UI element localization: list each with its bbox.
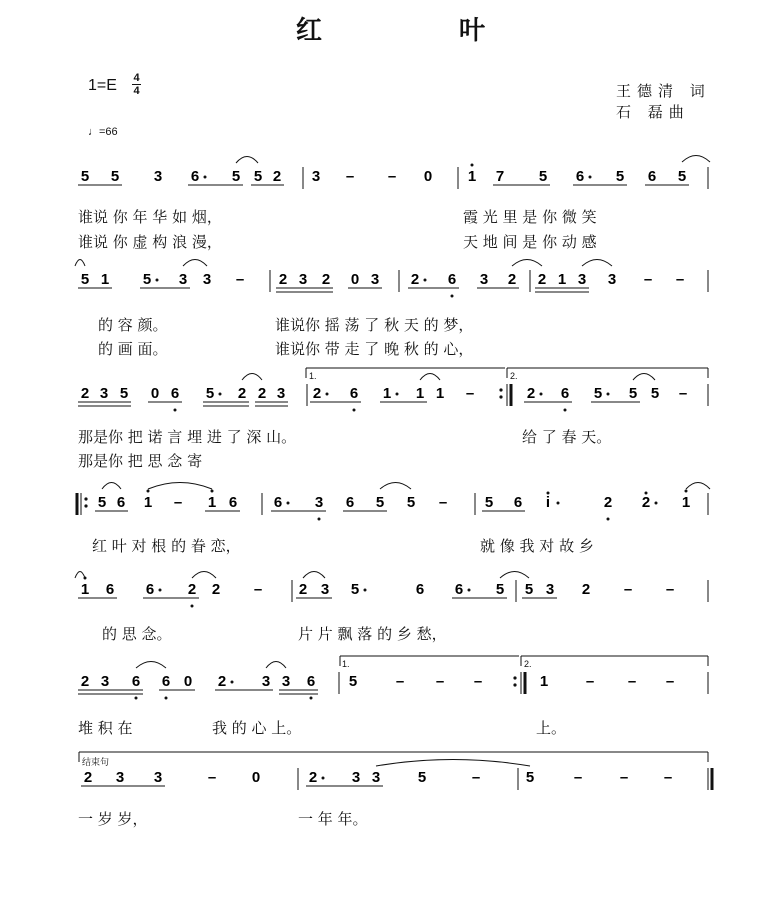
note-5-6: – (253, 581, 263, 598)
note-7-9: 5 (417, 769, 427, 786)
note-4-7: 6 (273, 494, 283, 511)
note-4-5: 1 (207, 494, 217, 511)
note-1-10: – (387, 168, 397, 185)
volta-2-label-row3: 2. (510, 371, 518, 381)
slur (183, 260, 207, 267)
note-1-11: 0 (423, 168, 433, 185)
note-6-16: – (627, 673, 637, 690)
note-3-15: – (465, 385, 475, 402)
augmentation-dot (156, 279, 159, 282)
slur (686, 483, 710, 490)
note-2-2: 1 (100, 271, 110, 288)
volta-2-label-row6: 2. (524, 659, 532, 669)
slur (136, 662, 166, 669)
note-3-18: 5 (593, 385, 603, 402)
note-5-15: 2 (581, 581, 591, 598)
note-2-15: 2 (507, 271, 517, 288)
note-2-11: 3 (370, 271, 380, 288)
augmentation-dot (557, 502, 560, 505)
coda-label: 结束句 (82, 757, 110, 767)
lyric-row-2a-right: 谁说你 摇 荡 了 秋 天 的 梦， (275, 316, 474, 334)
lyric-row-7-left: 一 岁 岁， (78, 810, 148, 828)
note-2-4: 3 (178, 271, 188, 288)
note-3-3: 5 (119, 385, 129, 402)
note-4-15: i (545, 494, 551, 511)
lyric-row-3a-right: 给 了 春 天。 (522, 428, 612, 446)
lyric-row-5-left: 的 思 念。 (102, 625, 172, 643)
slur (380, 483, 411, 490)
lyric-row-6-b: 我 的 心 上。 (212, 719, 302, 737)
note-3-12: 1 (382, 385, 392, 402)
song-title-char-2: 叶 (459, 16, 486, 46)
note-2-19: 3 (607, 271, 617, 288)
tempo-value: =66 (99, 126, 118, 138)
note-5-4: 2 (187, 581, 197, 598)
note-6-8: 3 (281, 673, 291, 690)
note-2-10: 0 (350, 271, 360, 288)
lyric-row-2a-left: 的 容 颜。 (98, 316, 168, 334)
note-7-2: 3 (115, 769, 125, 786)
low-octave-dot (318, 518, 321, 521)
low-octave-dot (174, 409, 177, 412)
note-2-20: – (643, 271, 653, 288)
note-1-18: 5 (677, 168, 687, 185)
high-octave-dot (547, 492, 550, 495)
augmentation-dot (204, 176, 207, 179)
low-octave-dot (564, 409, 567, 412)
lyric-row-4-left: 红 叶 对 根 的 眷 恋， (92, 537, 241, 555)
note-3-16: 2 (526, 385, 536, 402)
low-octave-dot (607, 518, 610, 521)
volta-1-label-row6: 1. (342, 659, 350, 669)
note-4-13: 5 (484, 494, 494, 511)
lyric-row-2b-left: 的 画 面。 (98, 340, 168, 358)
slur (242, 374, 262, 381)
repeat-dot (513, 676, 516, 679)
slur (266, 662, 286, 669)
slur (75, 572, 85, 579)
note-7-1: 2 (83, 769, 93, 786)
slur (102, 483, 121, 490)
note-7-3: 3 (153, 769, 163, 786)
augmentation-dot (231, 681, 234, 684)
augmentation-dot (219, 393, 222, 396)
note-2-7: 2 (278, 271, 288, 288)
note-5-16: – (623, 581, 633, 598)
note-4-4: – (173, 494, 183, 511)
note-5-9: 5 (350, 581, 360, 598)
low-octave-dot (165, 697, 168, 700)
note-1-2: 5 (110, 168, 120, 185)
note-6-15: – (585, 673, 595, 690)
note-6-11: – (395, 673, 405, 690)
high-octave-dot (211, 490, 214, 493)
note-4-6: 6 (228, 494, 238, 511)
slur (303, 572, 325, 579)
augmentation-dot (540, 393, 543, 396)
note-3-21: – (678, 385, 688, 402)
note-6-12: – (435, 673, 445, 690)
note-3-5: 6 (170, 385, 180, 402)
note-2-12: 2 (410, 271, 420, 288)
note-7-11: 5 (525, 769, 535, 786)
lyric-row-2b-right: 谁说你 带 走 了 晚 秋 的 心， (275, 340, 474, 358)
note-2-17: 1 (557, 271, 567, 288)
lyric-row-1a-left: 谁说 你 年 华 如 烟， (78, 208, 222, 226)
note-2-6: – (235, 271, 245, 288)
note-1-16: 5 (615, 168, 625, 185)
slur (236, 157, 258, 164)
augmentation-dot (159, 589, 162, 592)
note-5-5: 2 (211, 581, 221, 598)
note-3-10: 2 (312, 385, 322, 402)
note-5-2: 6 (105, 581, 115, 598)
lyric-row-3b: 那是你 把 思 念 寄 (78, 452, 203, 470)
note-7-4: – (207, 769, 217, 786)
slur (148, 483, 212, 490)
note-5-11: 6 (454, 581, 464, 598)
note-1-15: 6 (575, 168, 585, 185)
augmentation-dot (655, 502, 658, 505)
augmentation-dot (468, 589, 471, 592)
note-6-17: – (665, 673, 675, 690)
augmentation-dot (326, 393, 329, 396)
note-5-13: 5 (524, 581, 534, 598)
note-6-3: 6 (131, 673, 141, 690)
note-1-8: 3 (311, 168, 321, 185)
note-2-13: 6 (447, 271, 457, 288)
note-3-6: 5 (205, 385, 215, 402)
key-signature: 1=E (88, 77, 117, 94)
note-1-1: 5 (80, 168, 90, 185)
note-7-8: 3 (371, 769, 381, 786)
note-6-10: 5 (348, 673, 358, 690)
slur (512, 260, 542, 267)
note-2-9: 2 (321, 271, 331, 288)
note-4-17: 2 (641, 494, 651, 511)
repeat-dot (499, 395, 502, 398)
note-1-4: 6 (190, 168, 200, 185)
note-7-6: 2 (308, 769, 318, 786)
high-octave-dot (645, 492, 648, 495)
time-signature-top: 4 (133, 72, 140, 84)
note-7-10: – (471, 769, 481, 786)
note-7-13: – (619, 769, 629, 786)
note-1-3: 3 (153, 168, 163, 185)
note-1-7: 2 (272, 168, 282, 185)
note-7-14: – (663, 769, 673, 786)
note-2-18: 3 (577, 271, 587, 288)
note-4-9: 6 (345, 494, 355, 511)
slur (75, 260, 85, 267)
note-7-12: – (573, 769, 583, 786)
note-2-21: – (675, 271, 685, 288)
lyric-row-3a-left: 那是你 把 诺 言 埋 进 了 深 山。 (78, 428, 297, 446)
lyric-row-7-right: 一 年 年。 (298, 810, 368, 828)
lyric-row-1b-left: 谁说 你 虚 构 浪 漫， (78, 233, 222, 251)
note-1-14: 5 (538, 168, 548, 185)
note-5-1: 1 (80, 581, 90, 598)
lyric-row-4-right: 就 像 我 对 故 乡 (480, 537, 594, 555)
slur (420, 374, 440, 381)
note-3-14: 1 (435, 385, 445, 402)
note-5-14: 3 (545, 581, 555, 598)
repeat-dot (84, 504, 87, 507)
note-4-3: 1 (143, 494, 153, 511)
low-octave-dot (451, 295, 454, 298)
volta-1-label-row3: 1. (309, 371, 317, 381)
note-3-9: 3 (276, 385, 286, 402)
note-5-3: 6 (145, 581, 155, 598)
time-signature-bottom: 4 (133, 85, 140, 97)
slur (376, 760, 530, 767)
note-6-9: 6 (306, 673, 316, 690)
augmentation-dot (424, 279, 427, 282)
note-6-1: 2 (80, 673, 90, 690)
note-3-1: 2 (80, 385, 90, 402)
repeat-dot (513, 683, 516, 686)
lyric-row-1a-right: 霞 光 里 是 你 微 笑 (463, 208, 597, 226)
note-2-3: 5 (142, 271, 152, 288)
note-5-17: – (665, 581, 675, 598)
note-4-18: 1 (681, 494, 691, 511)
low-octave-dot (353, 409, 356, 412)
slur (682, 156, 710, 163)
note-3-19: 5 (628, 385, 638, 402)
lyricist-credit: 王德清 词 (616, 82, 711, 100)
song-title-char-1: 红 (296, 16, 323, 46)
note-6-14: 1 (539, 673, 549, 690)
note-1-17: 6 (647, 168, 657, 185)
note-4-1: 5 (97, 494, 107, 511)
augmentation-dot (589, 176, 592, 179)
note-6-13: – (473, 673, 483, 690)
slur (500, 572, 529, 579)
repeat-dot (499, 388, 502, 391)
note-2-8: 3 (298, 271, 308, 288)
augmentation-dot (287, 502, 290, 505)
note-4-14: 6 (513, 494, 523, 511)
high-octave-dot (685, 490, 688, 493)
augmentation-dot (364, 589, 367, 592)
lyric-row-6-c: 上。 (536, 719, 567, 737)
augmentation-dot (322, 777, 325, 780)
note-2-1: 5 (80, 271, 90, 288)
note-5-12: 5 (495, 581, 505, 598)
note-3-13: 1 (415, 385, 425, 402)
note-1-12: 1 (467, 168, 477, 185)
note-4-12: – (438, 494, 448, 511)
lyric-row-5-right: 片 片 飘 落 的 乡 愁， (298, 625, 447, 643)
augmentation-dot (396, 393, 399, 396)
slur (582, 260, 612, 267)
note-3-4: 0 (150, 385, 160, 402)
note-1-6: 5 (253, 168, 263, 185)
note-4-11: 5 (406, 494, 416, 511)
slur (192, 572, 216, 579)
composer-credit: 石 磊曲 (616, 103, 690, 121)
note-3-17: 6 (560, 385, 570, 402)
note-5-10: 6 (415, 581, 425, 598)
note-2-16: 2 (537, 271, 547, 288)
note-3-11: 6 (349, 385, 359, 402)
note-3-7: 2 (237, 385, 247, 402)
low-octave-dot (310, 697, 313, 700)
note-6-6: 2 (217, 673, 227, 690)
note-1-13: 7 (495, 168, 505, 185)
note-6-2: 3 (100, 673, 110, 690)
high-octave-dot (147, 490, 150, 493)
note-6-7: 3 (261, 673, 271, 690)
note-4-10: 5 (375, 494, 385, 511)
high-octave-dot (471, 164, 474, 167)
note-7-7: 3 (351, 769, 361, 786)
quarter-note-icon: ♩ (88, 126, 99, 138)
note-6-4: 6 (161, 673, 171, 690)
note-4-8: 3 (314, 494, 324, 511)
note-3-2: 3 (99, 385, 109, 402)
slur (633, 374, 655, 381)
note-3-8: 2 (257, 385, 267, 402)
low-octave-dot (191, 605, 194, 608)
note-2-5: 3 (202, 271, 212, 288)
note-4-2: 6 (116, 494, 126, 511)
note-5-8: 3 (320, 581, 330, 598)
note-2-14: 3 (479, 271, 489, 288)
note-4-16: 2 (603, 494, 613, 511)
note-7-5: 0 (251, 769, 261, 786)
note-3-20: 5 (650, 385, 660, 402)
repeat-dot (84, 497, 87, 500)
note-6-5: 0 (183, 673, 193, 690)
low-octave-dot (135, 697, 138, 700)
lyric-row-1b-right: 天 地 间 是 你 动 感 (463, 233, 597, 251)
note-1-9: – (345, 168, 355, 185)
note-1-5: 5 (231, 168, 241, 185)
lyric-row-6-a: 堆 积 在 (78, 719, 133, 737)
augmentation-dot (607, 393, 610, 396)
note-5-7: 2 (298, 581, 308, 598)
